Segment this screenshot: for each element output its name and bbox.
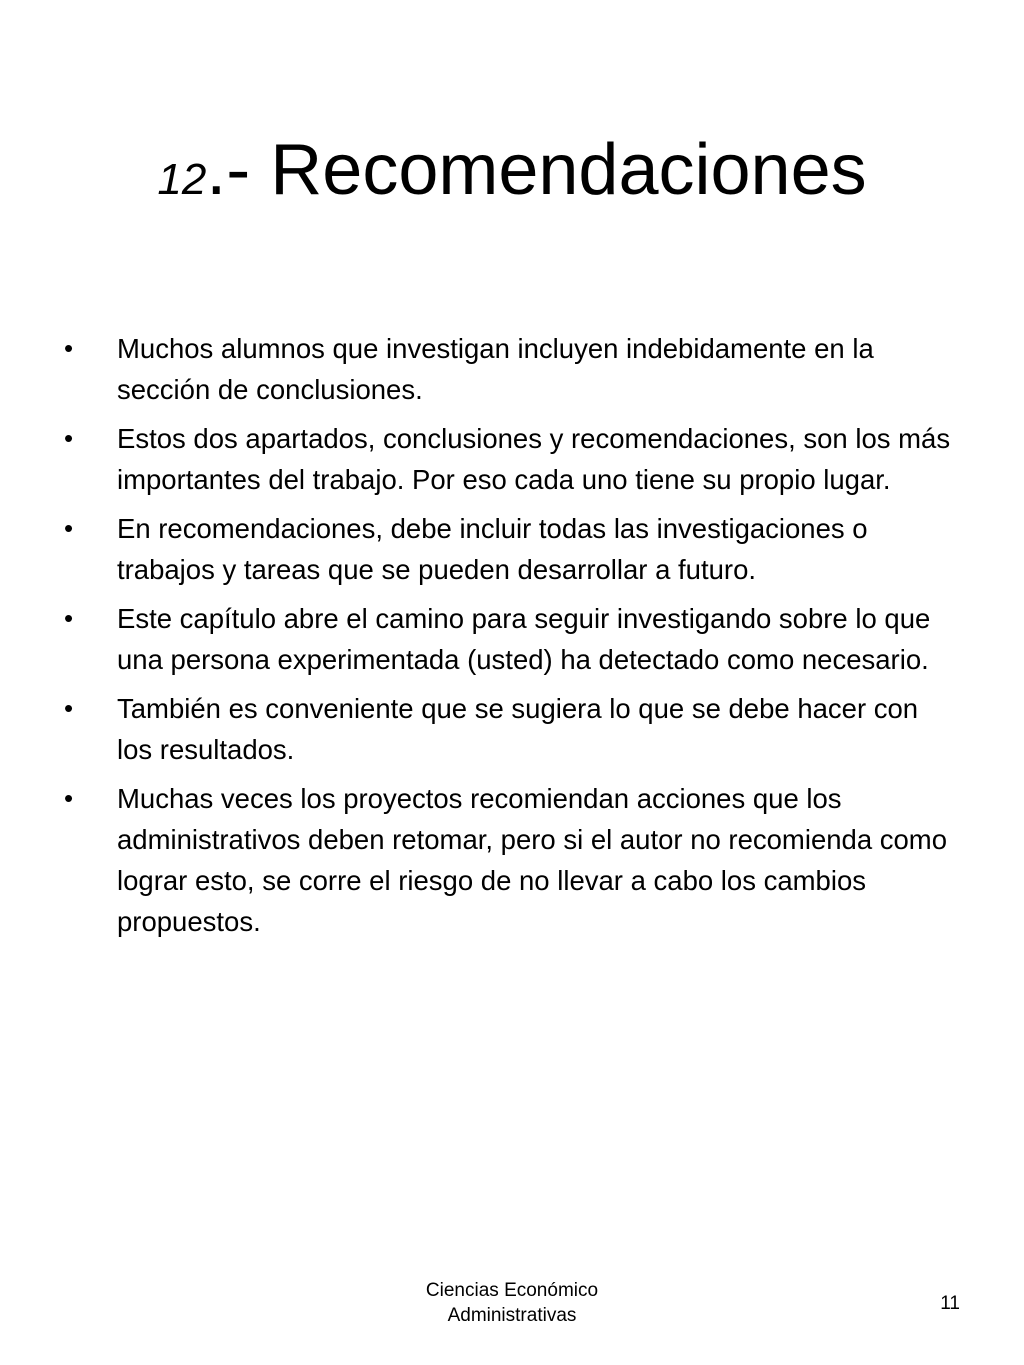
bullet-item [60,418,960,500]
bullet-item [60,778,960,942]
footer-text [362,1278,662,1328]
bullet-item [60,328,960,410]
bullet-list [60,328,960,950]
bullet-icon: • [64,513,74,543]
bullet-icon: • [64,693,74,723]
footer-line-1: Ciencias Económico [425,1280,599,1301]
footer-line-2: Administrativas [447,1305,577,1326]
page-number: 11 [940,1293,960,1314]
bullet-text: Este capítulo abre el camino para seguir investigando sobre lo que una persona experimentada (usted) ha detectado como necesario. [117,603,931,675]
bullet-text: En recomendaciones, debe incluir todas las investigaciones o trabajos y tareas que se pueden desarrollar a futuro. [117,513,868,585]
bullet-item [60,508,960,590]
bullet-text: Muchas veces los proyectos recomiendan acciones que los administrativos deben retomar, pero si el autor no recomienda como lograr esto, se corre el riesgo de no llevar a cabo los cambios propuestos. [117,783,948,937]
slide-title [0,125,1024,225]
bullet-text: Muchos alumnos que investigan incluyen indebidamente en la sección de conclusiones. [117,333,874,405]
bullet-icon: • [64,783,74,813]
bullet-icon: • [64,333,74,363]
bullet-item [60,688,960,770]
bullet-item [60,598,960,680]
bullet-icon: • [64,423,74,453]
title-text: .- Recomendaciones [206,130,867,210]
bullet-text: Estos dos apartados, conclusiones y recomendaciones, son los más importantes del trabajo. Por eso cada uno tiene su propio lugar. [117,423,951,495]
title-number: 12 [157,155,207,204]
bullet-icon: • [64,603,74,633]
bullet-text: También es conveniente que se sugiera lo que se debe hacer con los resultados. [117,693,919,765]
